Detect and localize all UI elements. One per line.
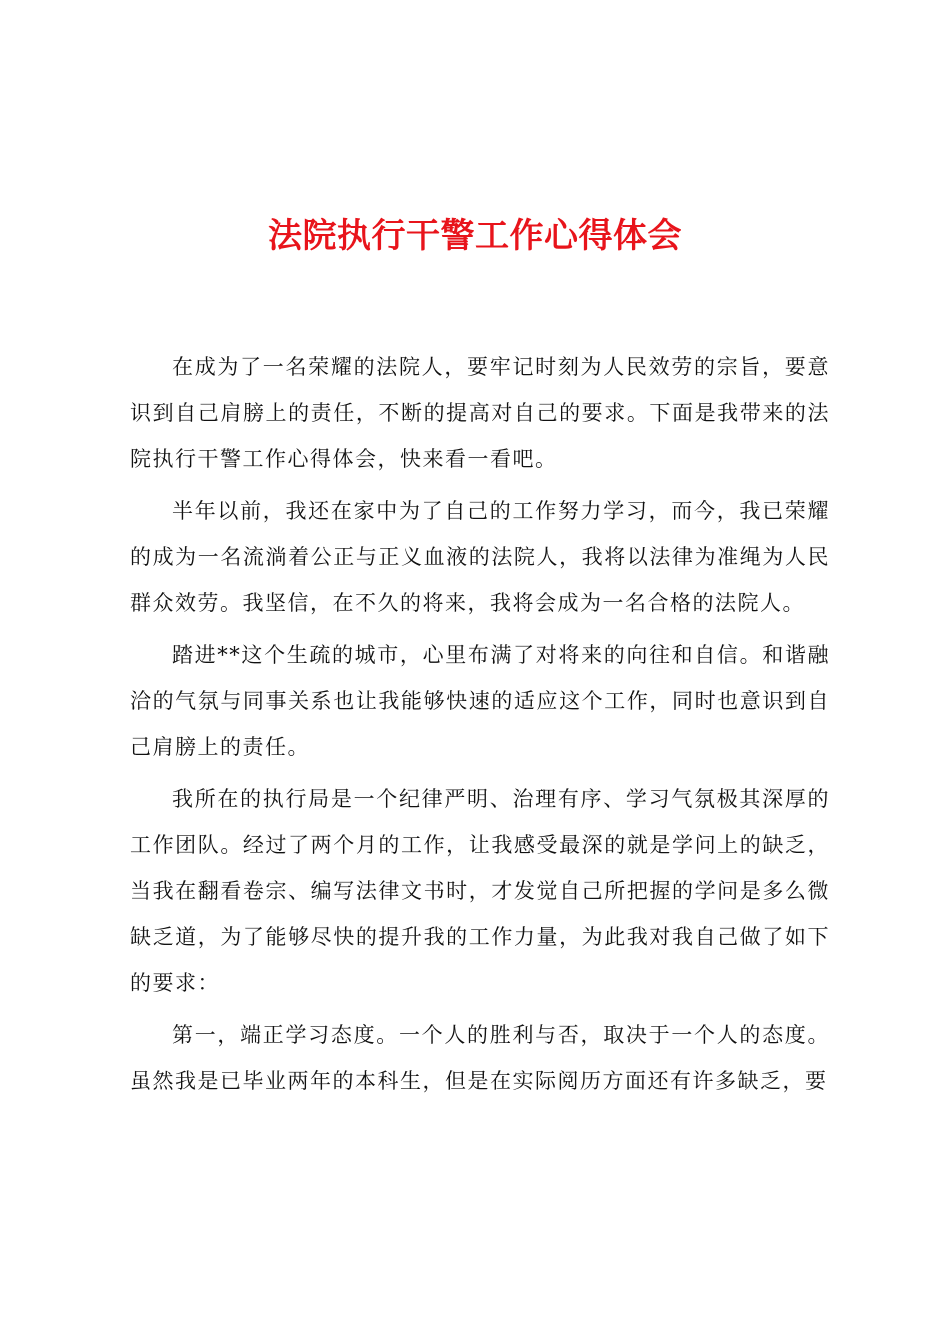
paragraph-first-requirement: 第一，端正学习态度。一个人的胜利与否，取决于一个人的态度。虽然我是已毕业两年的本科生，但是在实际阅历方面还有许多缺乏，要 <box>130 1023 830 1093</box>
document-body <box>130 344 830 1110</box>
paragraph-intro: 在成为了一名荣耀的法院人，要牢记时刻为人民效劳的宗旨，要意识到自己肩膀上的责任，不断的提高对自己的要求。下面是我带来的法院执行干警工作心得体会，快来看一看吧。 <box>130 355 830 471</box>
paragraph-half-year: 半年以前，我还在家中为了自己的工作努力学习，而今，我已荣耀的成为一名流淌着公正与正义血液的法院人，我将以法律为准绳为人民群众效劳。我坚信，在不久的将来，我将会成为一名合格的法院人。 <box>130 499 830 615</box>
paragraph-execution-bureau: 我所在的执行局是一个纪律严明、治理有序、学习气氛极其深厚的工作团队。经过了两个月的工作，让我感受最深的就是学问上的缺乏，当我在翻看卷宗、编写法律文书时，才发觉自己所把握的学问是多么微缺乏道，为了能够尽快的提升我的工作力量，为此我对我自己做了如下的要求： <box>130 787 830 995</box>
document-title: 法院执行干警工作心得体会 <box>268 216 682 256</box>
paragraph-city: 踏进**这个生疏的城市，心里布满了对将来的向往和自信。和谐融洽的气氛与同事关系也让我能够快速的适应这个工作，同时也意识到自己肩膀上的责任。 <box>130 643 830 759</box>
